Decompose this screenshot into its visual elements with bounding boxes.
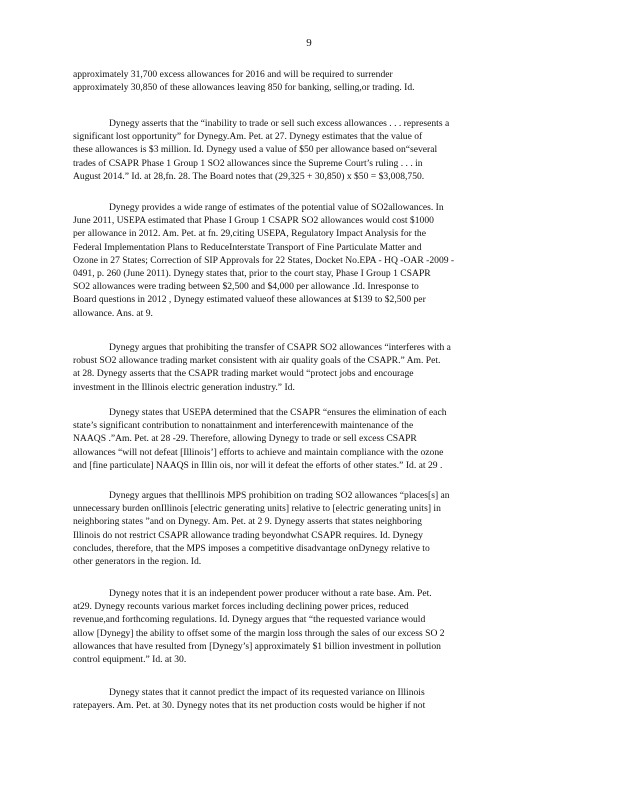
paragraph-1 bbox=[73, 68, 541, 94]
text-line: Dynegy notes that it is an independent power producer without a rate base. Am. Pet. bbox=[109, 588, 432, 599]
text-line: 0491, p. 260 (June 2011). Dynegy states that, prior to the court stay, Phase I Group 1 CSAPR bbox=[73, 268, 431, 280]
text-line: allowances “will not defeat [Illinois’] efforts to achieve and maintain compliance with the ozone bbox=[73, 446, 444, 458]
text-line: allowances that have resulted from [Dynegy’s] approximately $1 billion investment in pollution bbox=[73, 640, 441, 652]
text-line: ratepayers. Am. Pet. at 30. Dynegy notes that its net production costs would be higher if not bbox=[73, 700, 426, 712]
text-line: concludes, therefore, that the MPS imposes a competitive disadvantage onDynegy relative to bbox=[73, 542, 430, 554]
text-line: robust SO2 allowance trading market consistent with air quality goals of the CSAPR.” Am. Pet. bbox=[73, 355, 441, 367]
text-line: neighboring states ”and on Dynegy. Am. Pet. at 2 9. Dynegy asserts that states neighboring bbox=[73, 516, 422, 528]
text-line: significant lost opportunity” for Dynegy.Am. Pet. at 27. Dynegy estimates that the value of bbox=[73, 131, 423, 143]
text-line: Board questions in 2012 , Dynegy estimated valueof these allowances at $139 to $2,500 per bbox=[73, 294, 426, 306]
text-line: approximately 30,850 of these allowances leaving 850 for banking, selling,or trading. Id. bbox=[73, 82, 415, 94]
text-line: Ozone in 27 States; Correction of SIP Approvals for 22 States, Docket No.EPA - HQ -OAR -2009 - bbox=[73, 254, 455, 266]
text-line: allowance. Ans. at 9. bbox=[73, 307, 153, 319]
text-line: Dynegy argues that prohibiting the transfer of CSAPR SO2 allowances “interferes with a bbox=[109, 342, 451, 353]
text-line: unnecessary burden onIllinois [electric generating units] relative to [electric generating units] in bbox=[73, 503, 441, 515]
text-line: August 2014.” Id. at 28,fn. 28. The Board notes that (29,325 + 30,850) x $50 = $3,008,750. bbox=[73, 170, 425, 182]
text-line: other generators in the region. Id. bbox=[73, 556, 202, 568]
text-line: Illinois do not restrict CSAPR allowance trading beyondwhat CSAPR requires. Id. Dynegy bbox=[73, 529, 423, 541]
text-line: revenue,and forthcoming regulations. Id. Dynegy argues that “the requested variance would bbox=[73, 614, 426, 626]
text-line: at29. Dynegy recounts various market forces including declining power prices, reduced bbox=[73, 601, 409, 613]
text-line: Federal Implementation Plans to ReduceInterstate Transport of Fine Particulate Matter and bbox=[73, 241, 422, 253]
text-line: Dynegy provides a wide range of estimates of the potential value of SO2allowances. In bbox=[109, 202, 444, 213]
text-line: June 2011, USEPA estimated that Phase I Group 1 CSAPR SO2 allowances would cost $1000 bbox=[73, 215, 434, 227]
text-line: per allowance in 2012. Am. Pet. at fn. 29,citing USEPA, Regulatory Impact Analysis for the bbox=[73, 228, 426, 240]
paragraph-2 bbox=[73, 117, 541, 183]
text-line: trades of CSAPR Phase 1 Group 1 SO2 allowances since the Supreme Court’s ruling . . . in bbox=[73, 157, 423, 169]
text-line: approximately 31,700 excess allowances for 2016 and will be required to surrender bbox=[73, 69, 393, 80]
text-line: investment in the Illinois electric generation industry.” Id. bbox=[73, 381, 295, 393]
page-number: 9 bbox=[306, 37, 312, 49]
text-line: and [fine particulate] NAAQS in Illin ois, nor will it defeat the efforts of other states.” Id. at 29 . bbox=[73, 459, 443, 471]
paragraph-6 bbox=[73, 489, 541, 568]
paragraph-4 bbox=[73, 341, 541, 394]
paragraph-5 bbox=[73, 406, 541, 472]
text-line: at 28. Dynegy asserts that the CSAPR trading market would “protect jobs and encourage bbox=[73, 368, 414, 380]
text-line: Dynegy states that it cannot predict the impact of its requested variance on Illinois bbox=[109, 687, 425, 698]
text-line: NAAQS .”Am. Pet. at 28 -29. Therefore, allowing Dynegy to trade or sell excess CSAPR bbox=[73, 433, 417, 445]
paragraph-8 bbox=[73, 686, 541, 712]
text-line: these allowances is $3 million. Id. Dynegy used a value of $50 per allowance based on“several bbox=[73, 144, 438, 156]
text-line: Dynegy states that USEPA determined that the CSAPR “ensures the elimination of each bbox=[109, 407, 447, 418]
text-line: Dynegy asserts that the “inability to trade or sell such excess allowances . . . represents a bbox=[109, 118, 450, 129]
text-line: Dynegy argues that theIllinois MPS prohibition on trading SO2 allowances “places[s] an bbox=[109, 490, 450, 501]
paragraph-7 bbox=[73, 587, 541, 666]
paragraph-3 bbox=[73, 201, 541, 320]
text-line: state’s significant contribution to nonattainment and interferencewith maintenance of the bbox=[73, 420, 414, 432]
text-line: SO2 allowances were trading between $2,500 and $4,000 per allowance .Id. Inresponse to bbox=[73, 281, 419, 293]
text-line: control equipment.” Id. at 30. bbox=[73, 654, 187, 666]
text-line: allow [Dynegy] the ability to offset some of the margin loss through the sales of our excess SO 2 bbox=[73, 627, 445, 639]
